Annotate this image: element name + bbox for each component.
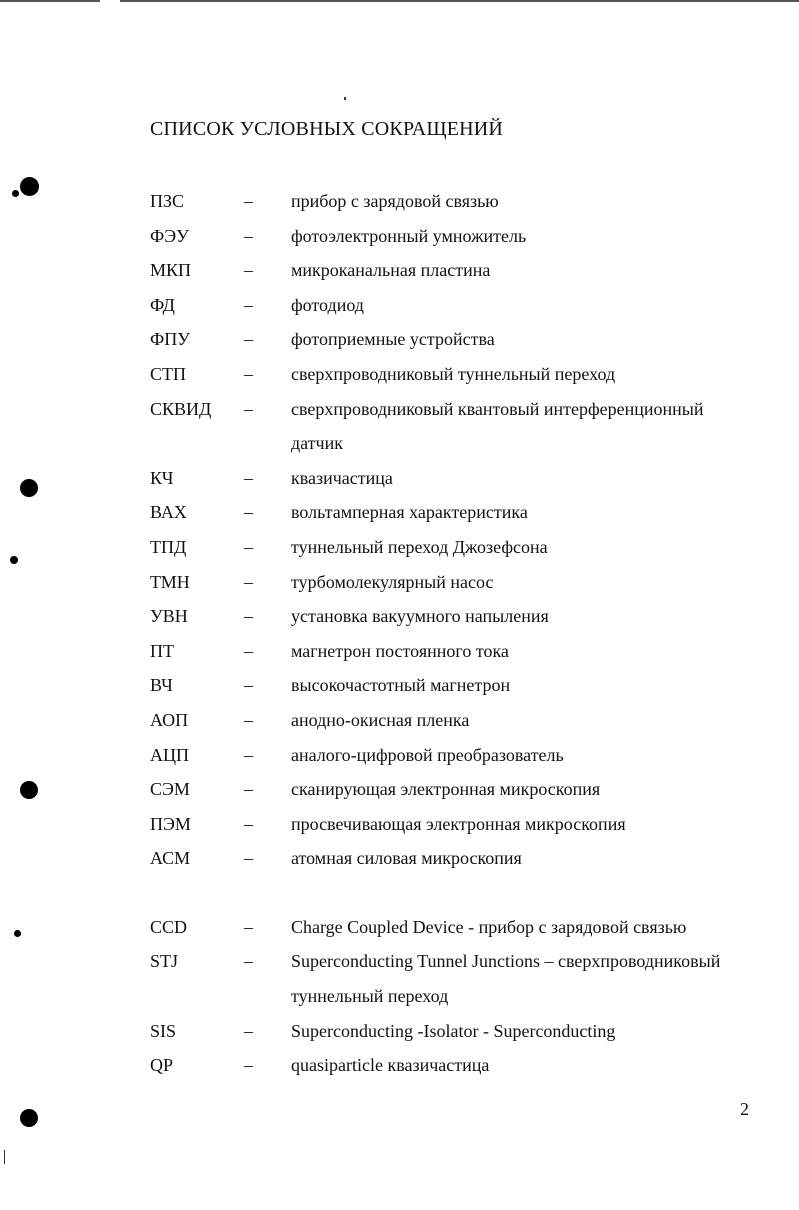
abbreviation-dash: – xyxy=(244,398,253,419)
abbreviation-dash: – xyxy=(244,329,253,350)
abbreviation-row xyxy=(150,253,760,288)
abbreviation-definition: сверхпроводниковый туннельный переход xyxy=(291,363,616,384)
abbreviation-dash: – xyxy=(244,363,253,384)
abbreviation-row xyxy=(150,668,760,703)
abbreviation-dash: – xyxy=(244,294,253,315)
abbreviation-dash: – xyxy=(244,779,253,800)
abbreviation-term: ФЭУ xyxy=(150,225,189,246)
abbreviation-row xyxy=(150,599,760,634)
abbreviation-row xyxy=(150,461,760,496)
abbreviation-term: ВАХ xyxy=(150,502,187,523)
binder-hole-mark xyxy=(14,930,21,937)
abbreviation-definition: магнетрон постоянного тока xyxy=(291,640,509,661)
abbreviation-definition: турбомолекулярный насос xyxy=(291,571,494,592)
abbreviation-dash: – xyxy=(244,191,253,211)
abbreviation-row xyxy=(150,288,760,323)
abbreviation-term: ПЭМ xyxy=(150,813,191,834)
abbreviation-dash: – xyxy=(244,502,253,523)
page-title: СПИСОК УСЛОВНЫХ СОКРАЩЕНИЙ xyxy=(150,118,504,140)
abbreviation-dash: – xyxy=(244,571,253,592)
abbreviation-term: АЦП xyxy=(150,744,189,765)
abbreviation-term: АОП xyxy=(150,709,189,730)
abbreviation-row xyxy=(150,184,760,219)
abbreviation-term: КЧ xyxy=(150,467,174,488)
abbreviation-dash: – xyxy=(244,675,253,696)
abbreviation-definition: анодно-окисная пленка xyxy=(291,709,470,730)
abbreviation-row xyxy=(150,392,760,461)
abbreviation-row xyxy=(150,219,760,254)
binder-hole-mark xyxy=(20,781,38,799)
abbreviation-dash: – xyxy=(244,640,253,661)
abbreviation-term: МКП xyxy=(150,260,192,281)
page-number: 2 xyxy=(740,1099,749,1119)
binder-hole-mark xyxy=(12,190,19,197)
abbreviation-dash: – xyxy=(244,951,253,972)
abbreviation-definition: квазичастица xyxy=(291,467,393,488)
abbreviation-term: СТП xyxy=(150,363,186,384)
abbreviation-definition: Superconducting -Isolator - Superconducting xyxy=(291,1020,616,1041)
abbreviation-term: ТМН xyxy=(150,571,190,592)
abbreviation-term: SIS xyxy=(150,1020,177,1041)
abbreviation-row xyxy=(150,634,760,669)
abbreviation-definition: quasiparticle квазичастица xyxy=(291,1055,490,1076)
binder-hole-mark xyxy=(20,177,39,196)
abbreviation-definition: вольтамперная характеристика xyxy=(291,502,528,523)
abbreviation-definition: установка вакуумного напыления xyxy=(291,606,549,627)
abbreviation-dash: – xyxy=(244,536,253,557)
abbreviation-row xyxy=(150,1048,760,1083)
top-scan-rule-left xyxy=(0,0,100,2)
abbreviation-definition: фотодиод xyxy=(291,294,364,315)
abbreviation-row xyxy=(150,807,760,842)
abbreviation-dash: – xyxy=(244,744,253,765)
abbreviation-dash: – xyxy=(244,1020,253,1041)
scan-speck xyxy=(4,1150,5,1164)
abbreviation-term: ФПУ xyxy=(150,329,190,350)
abbreviation-definition: Superconducting Tunnel Junctions – сверхпроводниковый туннельный переход xyxy=(291,951,721,1007)
abbreviation-row xyxy=(150,910,760,945)
abbreviation-definition: микроканальная пластина xyxy=(291,260,491,281)
top-scan-rule-right xyxy=(120,0,799,2)
abbreviation-row xyxy=(150,495,760,530)
abbreviation-definition: прибор с зарядовой связью xyxy=(291,191,499,211)
abbreviation-term: STJ xyxy=(150,951,179,972)
abbreviation-row xyxy=(150,322,760,357)
abbreviation-row xyxy=(150,841,760,876)
abbreviation-dash: – xyxy=(244,1055,253,1076)
binder-hole-mark xyxy=(20,479,38,497)
abbreviation-dash: – xyxy=(244,916,253,937)
abbreviation-definition: сканирующая электронная микроскопия xyxy=(291,779,601,800)
abbreviation-row xyxy=(150,772,760,807)
abbreviation-dash: – xyxy=(244,813,253,834)
abbreviation-definition: туннельный переход Джозефсона xyxy=(291,536,548,557)
abbreviation-dash: – xyxy=(244,606,253,627)
abbreviation-definition: аналого-цифровой преобразователь xyxy=(291,744,564,765)
abbreviation-row xyxy=(150,944,760,1013)
abbreviation-definition: сверхпроводниковый квантовый интерференционный датчик xyxy=(291,398,704,454)
abbreviation-term: СКВИД xyxy=(150,398,212,419)
abbreviation-dash: – xyxy=(244,467,253,488)
abbreviation-definition: фотоприемные устройства xyxy=(291,329,495,350)
abbreviation-term: QP xyxy=(150,1055,174,1076)
abbreviation-term: АСМ xyxy=(150,848,191,869)
abbreviation-row xyxy=(150,357,760,392)
abbreviation-term: ВЧ xyxy=(150,675,173,696)
abbreviation-definition: просвечивающая электронная микроскопия xyxy=(291,813,626,834)
abbreviation-row xyxy=(150,565,760,600)
abbreviation-term: ТПД xyxy=(150,536,187,557)
abbreviations-list xyxy=(150,184,760,1083)
binder-hole-mark xyxy=(10,556,18,564)
scan-speck xyxy=(344,97,346,100)
section-gap xyxy=(150,876,760,910)
abbreviation-term: ПЗС xyxy=(150,191,185,211)
abbreviation-term: ФД xyxy=(150,294,175,315)
abbreviation-row xyxy=(150,1014,760,1049)
abbreviation-definition: фотоэлектронный умножитель xyxy=(291,225,527,246)
abbreviation-definition: высокочастотный магнетрон xyxy=(291,675,511,696)
abbreviation-definition: атомная силовая микроскопия xyxy=(291,848,522,869)
abbreviation-row xyxy=(150,738,760,773)
abbreviation-dash: – xyxy=(244,709,253,730)
binder-hole-mark xyxy=(20,1109,38,1127)
abbreviation-term: УВН xyxy=(150,606,188,627)
abbreviation-dash: – xyxy=(244,225,253,246)
abbreviation-dash: – xyxy=(244,260,253,281)
abbreviation-row xyxy=(150,703,760,738)
abbreviation-definition: Charge Coupled Device - прибор с зарядовой связью xyxy=(291,916,687,937)
abbreviation-dash: – xyxy=(244,848,253,869)
abbreviation-row xyxy=(150,530,760,565)
abbreviation-term: СЭМ xyxy=(150,779,190,800)
abbreviation-term: ПТ xyxy=(150,640,174,661)
abbreviation-term: CCD xyxy=(150,916,188,937)
